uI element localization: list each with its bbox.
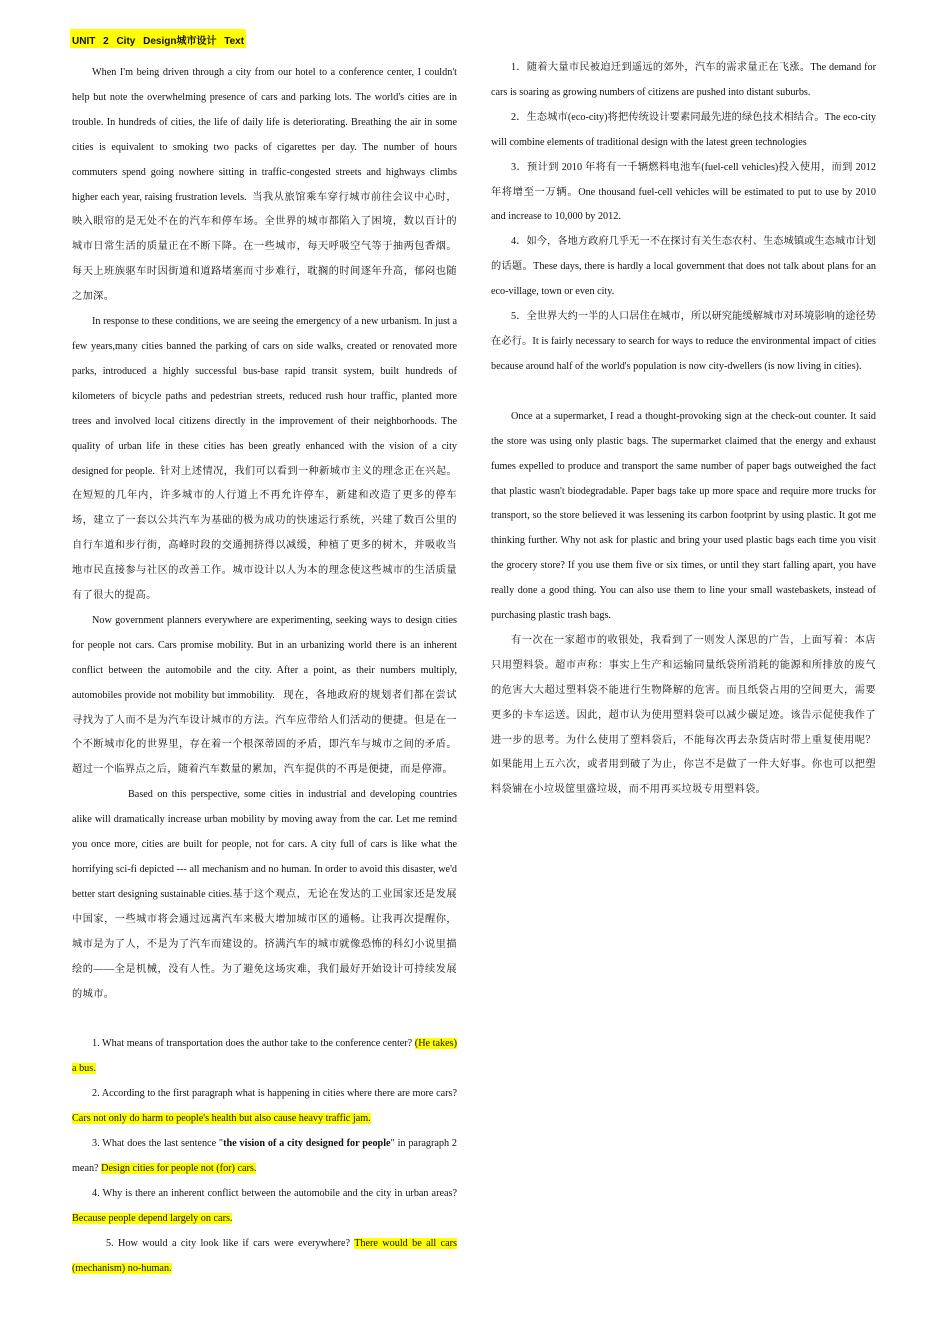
story-en: Once at a supermarket, I read a thought-provoking sign at the check-out counter. It said the store was using only plastic bags. The supermarket claimed that the energy and exhaust fumes expelled to produce and transport the same number of paper bags outweighed the fact that plastic wasn't biodegradable. Paper bags take up more space and require more trucks for transport, so the store believed it was lessening its carbon footprint by using plastic. It got me thinking further. Why not ask for plastic and bring your used plastic bags each time you visit the grocery store? If you use them five or six times, or until they start falling apart, you have really done a good thing. You can also use them to line your small wastebaskets, instead of purchasing plastic trash bags. bbox=[491, 410, 876, 622]
question-3-text-post: " in paragraph 2 mean? bbox=[72, 1138, 458, 1174]
question-5-text: 5. How would a city look like if cars were everywhere? bbox=[106, 1237, 355, 1249]
sentence-3: 3．预计到 2010 年将有一千辆燃料电池车(fuel-cell vehicles)投入使用，而到 2012 年将增至一万辆。One thousand fuel-cell vehicles will be estimated to put to use by 2010 and increase to 10,000 by 2012. bbox=[491, 161, 876, 223]
right-column bbox=[491, 56, 876, 803]
paragraph-1-zh: 当我从旅馆乘车穿行城市前往会议中心时，映入眼帘的是无处不在的汽车和停车场。全世界的城市都陷入了困境，数以百计的城市日常生活的质量正在不断下降。在一些城市，每天呼吸空气等于抽两包香烟。每天上班族驱车时因街道和道路堵塞而寸步难行，耽搁的时间逐年升高，郁闷也随之加深。 bbox=[72, 191, 458, 303]
question-3-quote: the vision of a city designed for people bbox=[223, 1138, 391, 1150]
answer-1: (He takes) a bus. bbox=[72, 1038, 457, 1075]
paragraph-3-en: Now government planners everywhere are experimenting, seeking ways to design cities for people not cars. Cars promise mobility. But in an urbanizing world there is an inherent conflict between the automobile and the city. After a point, as their numbers multiply, automobiles provide not mobility but immobility. bbox=[72, 614, 457, 701]
question-4-text: 4. Why is there an inherent conflict between the automobile and the city in urban areas? bbox=[92, 1187, 457, 1199]
answer-3: Design cities for people not (for) cars. bbox=[101, 1162, 257, 1174]
question-3-text-pre: 3. What does the last sentence " bbox=[92, 1138, 224, 1150]
sentence-4: 4．如今，各地方政府几乎无一不在探讨有关生态农村、生态城镇或生态城市计划的话题。These days, there is hardly a local government that does not talk about plans for an eco-village, town or even city. bbox=[491, 236, 876, 298]
question-4 bbox=[72, 1182, 457, 1232]
paragraph-1-en: When I'm being driven through a city from our hotel to a conference center, I couldn't help but note the overwhelming presence of cars and parking lots. The world's cities are in trouble. In hundreds of cities, the life of daily life is deteriorating. Breathing the air in some cities is equivalent to smoking two packs of cigarettes per day. The number of hours commuters spend going nowhere sitting in traffic-congested streets and highways climbs higher each year, raising frustration levels. bbox=[72, 67, 457, 203]
question-5 bbox=[72, 1232, 457, 1282]
question-1 bbox=[72, 1032, 457, 1082]
page-title: UNIT 2 City Design城市设计 Text bbox=[70, 29, 246, 48]
paragraph-4 bbox=[72, 783, 457, 1007]
question-3 bbox=[72, 1132, 457, 1182]
paragraph-1 bbox=[72, 61, 457, 310]
sentence-1: 1．随着大量市民被迫迁到遥远的郊外，汽车的需求量正在飞涨。The demand for cars is soaring as growing numbers of citizens are pushed into distant suburbs. bbox=[491, 62, 876, 98]
answer-4: Because people depend largely on cars. bbox=[72, 1212, 233, 1224]
paragraph-3 bbox=[72, 609, 457, 783]
paragraph-3-zh: 现在，各地政府的规划者们都在尝试寻找为了人而不是为汽车设计城市的方法。汽车应带给人们活动的便捷。但是在一个不断城市化的世界里，存在着一个根深蒂固的矛盾，即汽车与城市之间的矛盾。超过一个临界点之后，随着汽车数量的累加，汽车提供的不再是便捷，而是停滞。 bbox=[72, 689, 457, 776]
left-column bbox=[72, 61, 457, 1282]
answer-2: Cars not only do harm to people's health but also cause heavy traffic jam. bbox=[72, 1113, 371, 1125]
paragraph-2 bbox=[72, 310, 457, 609]
question-1-text: 1. What means of transportation does the author take to the conference center? bbox=[92, 1038, 415, 1050]
sentence-5: 5．全世界大约一半的人口居住在城市，所以研究能缓解城市对环境影响的途径势在必行。It is fairly necessary to search for ways to reduce the environmental impact of cities because around half of the world's population is now city-dwellers (is now living in cities). bbox=[491, 311, 876, 372]
question-2-text: 2. According to the first paragraph what is happening in cities where there are more cars? bbox=[92, 1088, 457, 1100]
spacer bbox=[491, 380, 876, 405]
spacer bbox=[72, 1007, 457, 1032]
question-list bbox=[72, 1032, 457, 1281]
paragraph-4-en: Based on this perspective, some cities in industrial and developing countries alike will dramatically increase urban mobility by moving away from the car. Let me remind you once more, cities are built for people, not for cars. A city full of cars is like what the horrifying sci-fi depicted --- all mechanism and no human. In order to avoid this disaster, we'd better start designing sustainable cities. bbox=[72, 789, 457, 900]
paragraph-4-zh: 基于这个观点，无论在发达的工业国家还是发展中国家，一些城市将会通过远离汽车来极大增加城市区的通畅。让我再次提醒你，城市是为了人，不是为了汽车而建设的。挤满汽车的城市就像恐怖的科幻小说里描绘的——全是机械，没有人性。为了避免这场灾难，我们最好开始设计可持续发展的城市。 bbox=[72, 888, 457, 1000]
story-zh: 有一次在一家超市的收银处，我看到了一则发人深思的广告，上面写着：本店只用塑料袋。超市声称：事实上生产和运输同量纸袋所消耗的能源和所排放的废气的危害大大超过塑料袋不能进行生物降解的危害。而且纸袋占用的空间更大，需要更多的卡车运送。因此，超市认为使用塑料袋可以减少碳足迹。该告示促使我作了进一步的思考。为什么使用了塑料袋后，不能每次再去杂货店时带上重复使用呢？如果能用上五六次，或者用到破了为止，你岂不是做了一件大好事。你也可以把塑料袋铺在小垃圾筐里盛垃圾，而不用再买垃圾专用塑料袋。 bbox=[491, 634, 876, 796]
question-2 bbox=[72, 1082, 457, 1132]
paragraph-2-zh: 针对上述情况，我们可以看到一种新城市主义的理念正在兴起。在短短的几年内，许多城市的人行道上不再允许停车，新建和改造了更多的停车场，建立了一套以公共汽车为基础的极为成功的快速运行系统，兴建了数百公里的自行车道和步行街，高峰时段的交通拥挤得以减缓，种植了更多的树木，并吸收当地市民直接参与社区的改善工作。城市设计以人为本的理念使这些城市的生活质量有了很大的提高。 bbox=[72, 465, 458, 602]
sentence-2: 2．生态城市(eco-city)将把传统设计要素同最先进的绿色技术相结合。The eco-city will combine elements of traditional design with the latest green technologies bbox=[491, 111, 876, 148]
paragraph-2-en: In response to these conditions, we are seeing the emergency of a new urbanism. In just a few years,many cities banned the parking of cars on side walks, created or renovated more parks, introduced a highly successful bus-base rapid transit system, built hundreds of kilometers of bicycle paths and pedestrian streets, reduced rush hour traffic, planted more trees and involved local citizens directly in the improvement of their neighborhoods. The quality of urban life in these cities has been greatly enhanced with the vision of a city designed for people. bbox=[72, 316, 457, 477]
translation-sentences bbox=[491, 56, 876, 380]
answer-5: There would be all cars (mechanism) no-human. bbox=[72, 1237, 457, 1274]
